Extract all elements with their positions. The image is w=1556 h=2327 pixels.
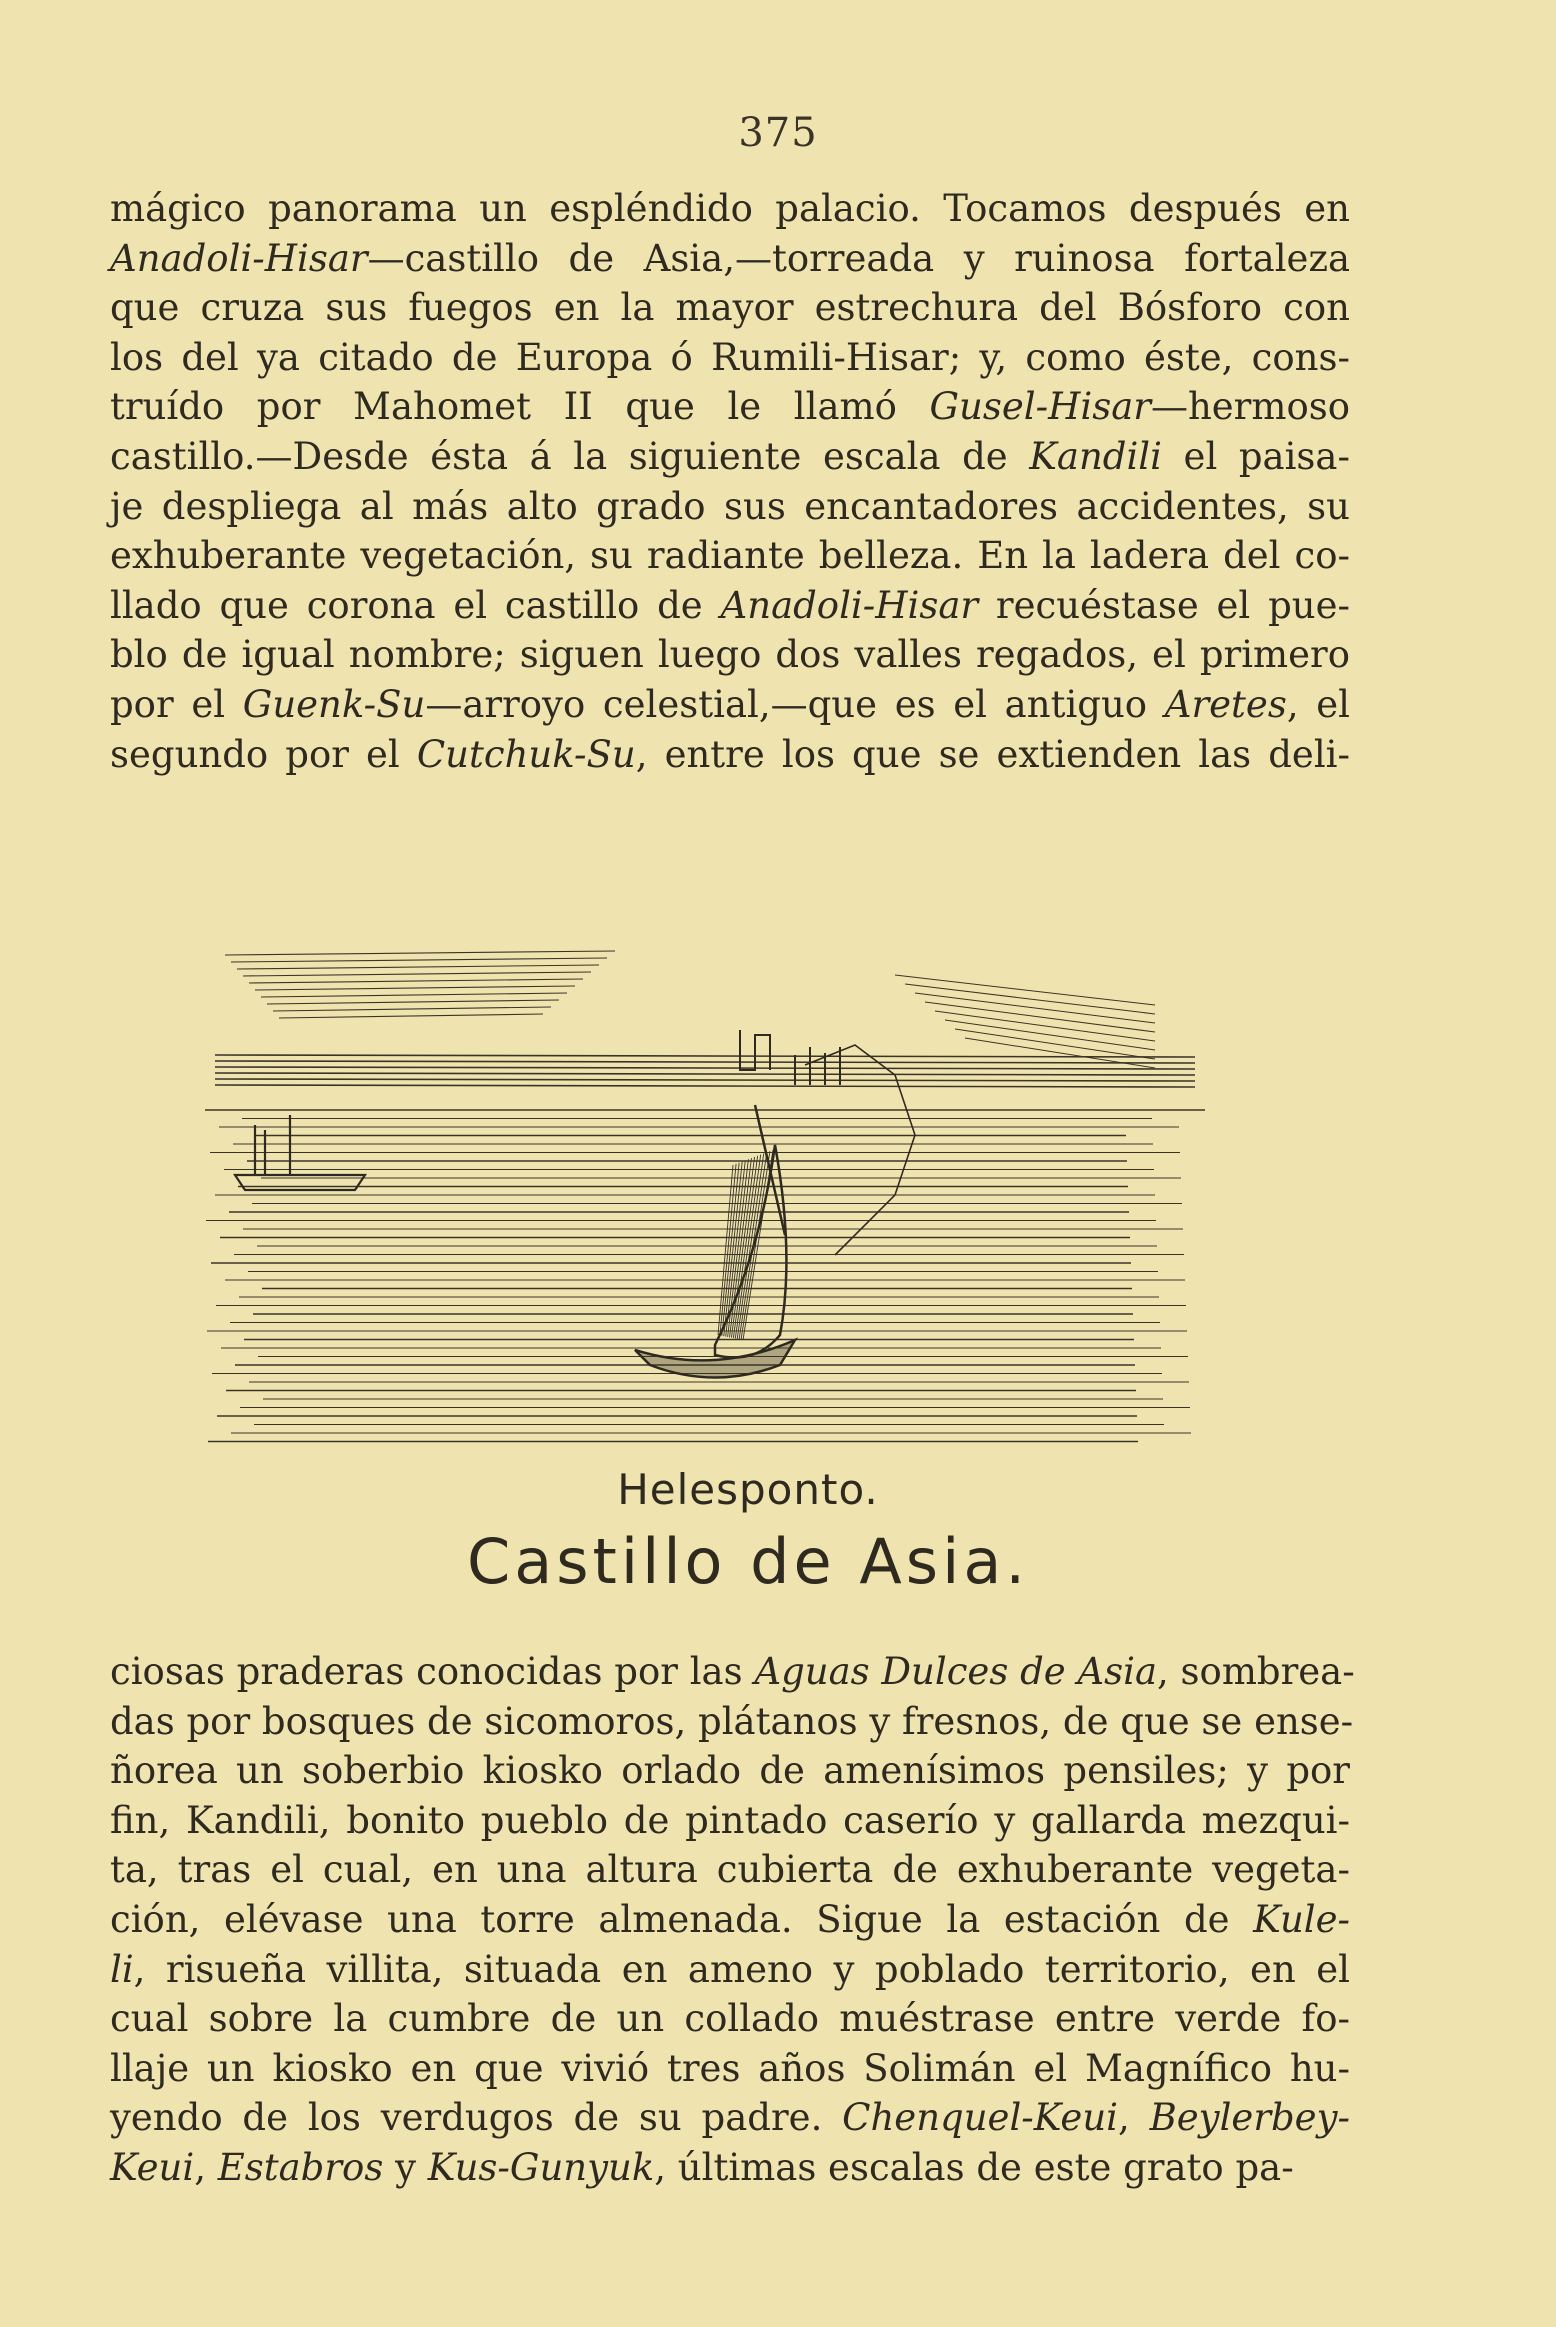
text-line — [110, 283, 1350, 333]
text-line — [110, 680, 1350, 730]
text-run: exhuberante vegetación, su radiante belleza. En la ladera del co- — [110, 534, 1350, 578]
text-line — [110, 1647, 1355, 1697]
hatch-stroke — [215, 1061, 1195, 1063]
text-line — [110, 2143, 1350, 2193]
italic-term: Guenk-Su — [242, 682, 426, 726]
text-run: ción, elévase una torre almenada. Sigue la estación de — [110, 1897, 1254, 1941]
hatch-stroke — [255, 986, 575, 990]
text-run: , el — [1286, 682, 1350, 726]
italic-term: Beylerbey- — [1149, 2096, 1350, 2140]
text-run: mágico panorama un espléndido palacio. Tocamos después en — [110, 187, 1350, 230]
text-run: fin, Kandili, bonito pueblo de pintado caserío y gallarda mezqui- — [110, 1798, 1350, 1842]
hatch-stroke — [225, 951, 615, 955]
text-run: , — [1118, 2096, 1150, 2140]
italic-term: Chenquel-Keui — [842, 2096, 1118, 2140]
page-number: 375 — [738, 110, 818, 156]
hatch-stroke — [215, 1085, 1195, 1087]
text-run: , sombrea- — [1157, 1650, 1355, 1693]
text-line — [110, 234, 1350, 284]
hatch-stroke — [243, 972, 591, 976]
italic-term: Kandili — [1029, 434, 1162, 478]
text-line — [110, 382, 1350, 432]
text-run: je despliega al más alto grado sus encantadores accidentes, su — [110, 484, 1350, 528]
hatch-stroke — [267, 1000, 559, 1004]
text-line — [110, 432, 1350, 482]
text-run: , risueña villita, situada en ameno y poblado territorio, en el — [133, 1947, 1350, 1991]
text-run: , — [194, 2145, 218, 2189]
text-run: cual sobre la cumbre de un collado muéstrase entre verde fo- — [110, 1997, 1350, 2041]
text-line — [110, 1895, 1350, 1945]
text-line — [110, 184, 1350, 234]
text-run: castillo.—Desde ésta á la siguiente escala de — [110, 434, 1030, 478]
text-run: recuéstase el pue- — [978, 583, 1350, 627]
italic-term: Aguas Dulces de Asia — [754, 1650, 1158, 1693]
text-line — [110, 630, 1350, 680]
hatch-stroke — [215, 1073, 1195, 1075]
italic-term: Anadoli-Hisar — [720, 583, 979, 627]
hatch-stroke — [215, 1079, 1195, 1081]
hatch-stroke — [905, 984, 1155, 1014]
hatch-stroke — [215, 1067, 1195, 1069]
hatch-stroke — [261, 993, 567, 997]
text-line — [110, 2093, 1350, 2143]
text-run: , últimas escalas de este grato pa- — [654, 2145, 1294, 2189]
hatch-stroke — [231, 958, 607, 962]
engraving-illustration — [195, 935, 1215, 1475]
illustration-caption-place: Helesponto. — [617, 1465, 879, 1514]
text-line — [110, 581, 1350, 631]
italic-term: Cutchuk-Su — [416, 732, 636, 776]
hatch-stroke — [915, 993, 1155, 1023]
italic-term: Aretes — [1164, 682, 1287, 726]
engraving-svg — [195, 935, 1215, 1475]
text-run: ñorea un soberbio kiosko orlado de amenísimos pensiles; y por — [110, 1749, 1350, 1793]
castle-wall-shape — [795, 1047, 840, 1085]
text-run: llado que corona el castillo de — [110, 583, 721, 627]
hatch-stroke — [279, 1014, 543, 1018]
text-run: , entre los que se extienden las deli- — [635, 732, 1350, 776]
hatch-stroke — [955, 1029, 1155, 1059]
text-line — [110, 1796, 1350, 1846]
text-run: llaje un kiosko en que vivió tres años Solimán el Magnífico hu- — [110, 2046, 1350, 2090]
text-line — [110, 1697, 1354, 1747]
text-line — [110, 730, 1350, 780]
hatch-stroke — [215, 1055, 1195, 1057]
hillside-shape — [805, 1045, 915, 1255]
text-run: y — [383, 2145, 428, 2189]
italic-term: Gusel-Hisar — [929, 385, 1151, 429]
italic-term: Kule- — [1253, 1897, 1350, 1941]
illustration-caption-title: Castillo de Asia. — [466, 1525, 1030, 1598]
text-line — [110, 1845, 1350, 1895]
paragraph-bottom — [110, 1647, 1355, 2193]
text-line — [110, 531, 1350, 581]
text-line — [110, 1994, 1350, 2044]
italic-term: Kus-Gunyuk — [427, 2145, 655, 2189]
text-run: das por bosques de sicomoros, plátanos y fresnos, de que se ense- — [110, 1699, 1354, 1743]
text-line — [110, 333, 1350, 383]
hatch-stroke — [720, 1164, 736, 1336]
text-run: que cruza sus fuegos en la mayor estrechura del Bósforo con — [110, 286, 1350, 330]
text-run: truído por Mahomet II que le llamó — [110, 385, 930, 429]
text-line — [110, 2044, 1350, 2094]
hatch-stroke — [237, 965, 599, 969]
text-run: segundo por el — [110, 732, 417, 776]
italic-term: li — [110, 1947, 134, 1991]
text-line — [110, 482, 1350, 532]
hatch-stroke — [945, 1020, 1155, 1050]
text-run: los del ya citado de Europa ó Rumili-Hisar; y, como éste, cons- — [110, 335, 1350, 379]
hatch-stroke — [249, 979, 583, 983]
text-run: yendo de los verdugos de su padre. — [110, 2096, 843, 2140]
text-run: —arroyo celestial,—que es el antiguo — [425, 682, 1165, 726]
text-line — [110, 1945, 1350, 1995]
text-run: el paisa- — [1161, 434, 1350, 478]
hatch-stroke — [273, 1007, 551, 1011]
paragraph-top — [110, 184, 1350, 779]
italic-term: Keui — [110, 2145, 195, 2189]
text-run: ciosas praderas conocidas por las — [110, 1650, 755, 1693]
hatch-stroke — [935, 1011, 1155, 1041]
text-run: ta, tras el cual, en una altura cubierta de exhuberante vegeta- — [110, 1848, 1350, 1892]
hatch-stroke — [925, 1002, 1155, 1032]
text-line — [110, 1746, 1350, 1796]
italic-term: Estabros — [217, 2145, 384, 2189]
text-run: —hermoso — [1150, 385, 1350, 429]
text-run: —castillo de Asia,—torreada y ruinosa fortaleza — [367, 236, 1350, 280]
text-run: blo de igual nombre; siguen luego dos valles regados, el primero — [110, 633, 1350, 677]
text-run: por el — [110, 682, 243, 726]
castle-tower-shape — [740, 1030, 770, 1070]
italic-term: Anadoli-Hisar — [110, 236, 368, 280]
hatch-stroke — [895, 975, 1155, 1005]
